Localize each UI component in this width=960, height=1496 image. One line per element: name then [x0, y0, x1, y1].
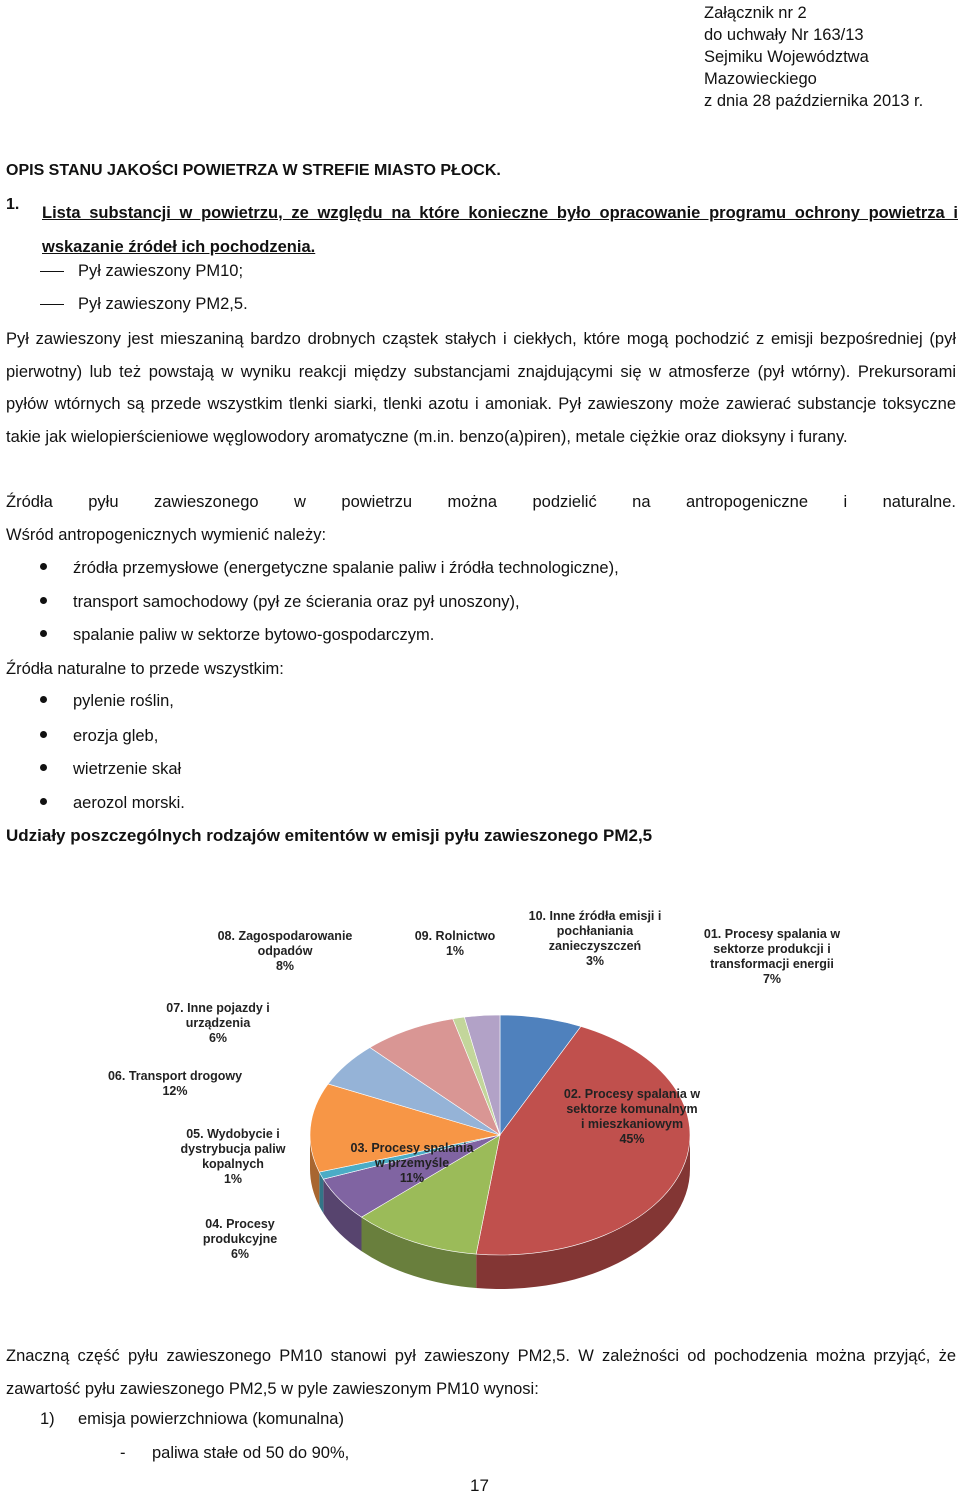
- paragraph-sources: Źródła pyłu zawieszonego w powietrzu można podzielić na antropogeniczne i naturalne.: [6, 493, 956, 511]
- attachment-line: Załącznik nr 2: [704, 4, 807, 22]
- pie-label-line: i mieszkaniowym: [580, 1117, 684, 1131]
- pie-label-line: 08. Zagospodarowanie: [217, 929, 353, 943]
- bullet-item: [40, 794, 185, 813]
- pie-label-line: 1%: [223, 1172, 243, 1186]
- bullet-dot: [40, 630, 47, 637]
- pie-label-line: 1%: [445, 944, 465, 958]
- pie-label-7: [166, 1001, 270, 1045]
- document-heading: OPIS STANU JAKOŚCI POWIETRZA W STREFIE MIASTO PŁOCK.: [6, 162, 501, 179]
- pie-label-line: produkcyjne: [202, 1232, 278, 1246]
- bullet-item: [40, 626, 434, 645]
- pie-chart-svg: [0, 880, 960, 1300]
- pie-label-line: 06. Transport drogowy: [107, 1069, 243, 1083]
- pie-label-line: 04. Procesy: [205, 1217, 275, 1231]
- pie-label-line: 05. Wydobycie i: [186, 1127, 280, 1141]
- dash-list-item: [40, 295, 248, 314]
- pie-label-line: 3%: [585, 954, 605, 968]
- bullet-dot: [40, 798, 47, 805]
- pie-label-5: [181, 1127, 286, 1186]
- pie-label-line: pochłaniania: [556, 924, 634, 938]
- dash-list-item: [40, 262, 243, 281]
- pie-label-line: sektorze komunalnym: [566, 1102, 698, 1116]
- bullet-text: wietrzenie skał: [73, 760, 182, 778]
- bullet-item: [40, 593, 520, 612]
- sub-list-item: [120, 1444, 349, 1463]
- pie-label-line: zanieczyszczeń: [548, 939, 642, 953]
- pie-label-8: [218, 929, 353, 973]
- paragraph-pm10: Znaczną część pyłu zawieszonego PM10 stanowi pył zawieszony PM2,5. W zależności od pochodzenia można przyjąć, że zawartość pyłu zawieszonego PM2,5 w pyle zawieszonym PM10 wynosi:: [6, 1347, 956, 1398]
- bullet-text: aerozol morski.: [73, 794, 185, 812]
- bullet-text: erozja gleb,: [73, 727, 159, 745]
- paragraph-anthro-intro: Wśród antropogenicznych wymienić należy:: [6, 526, 327, 544]
- section-number: 1.: [6, 196, 20, 213]
- pie-label-line: w przemyśle: [374, 1156, 450, 1170]
- pie-label-line: 6%: [230, 1247, 250, 1261]
- pie-label-4: [203, 1217, 277, 1261]
- dash-marker: [40, 271, 64, 272]
- pie-label-9: [415, 929, 496, 958]
- pie-label-line: 45%: [619, 1132, 645, 1146]
- dash-item-text: Pył zawieszony PM2,5.: [78, 295, 248, 313]
- attachment-line: do uchwały Nr 163/13: [704, 26, 864, 44]
- pie-chart: [0, 880, 960, 1300]
- pie-label-line: 12%: [162, 1084, 188, 1098]
- numbered-item-marker: 1): [40, 1410, 55, 1428]
- bullet-text: spalanie paliw w sektorze bytowo-gospodarczym.: [73, 626, 435, 644]
- bullet-text: pylenie roślin,: [73, 692, 174, 710]
- pie-label-1: [704, 927, 840, 986]
- bullet-item: [40, 760, 181, 779]
- sub-item-text: paliwa stałe od 50 do 90%,: [152, 1444, 350, 1462]
- paragraph-natural-intro: Źródła naturalne to przede wszystkim:: [6, 660, 284, 678]
- bullet-item: [40, 727, 158, 746]
- page-number: 17: [470, 1476, 489, 1495]
- attachment-line: Sejmiku Województwa: [704, 48, 869, 66]
- pie-label-line: 01. Procesy spalania w: [703, 927, 841, 941]
- section-title: Lista substancji w powietrzu, ze względu na które konieczne było opracowanie programu ochrony powietrza i wskazanie źródeł ich pochodzenia.: [42, 204, 958, 256]
- attachment-line: Mazowieckiego: [704, 70, 817, 88]
- pie-label-line: dystrybucja paliw: [180, 1142, 286, 1156]
- pie-label-line: sektorze produkcji i: [713, 942, 831, 956]
- pie-label-line: 6%: [208, 1031, 228, 1045]
- chart-title: Udziały poszczególnych rodzajów emitentów w emisji pyłu zawieszonego PM2,5: [6, 826, 653, 845]
- dash-marker: [40, 304, 64, 305]
- bullet-text: źródła przemysłowe (energetyczne spalanie paliw i źródła technologiczne),: [73, 559, 619, 577]
- bullet-dot: [40, 563, 47, 570]
- numbered-item-text: emisja powierzchniowa (komunalna): [78, 1410, 344, 1428]
- pie-label-line: 8%: [275, 959, 295, 973]
- sub-item-dash: -: [120, 1444, 126, 1462]
- pie-label-line: urządzenia: [185, 1016, 251, 1030]
- pie-label-line: 7%: [762, 972, 782, 986]
- pie-label-line: 10. Inne źródła emisji i: [528, 909, 662, 923]
- bullet-dot: [40, 764, 47, 771]
- pie-label-line: 02. Procesy spalania w: [563, 1087, 701, 1101]
- pie-label-6: [108, 1069, 242, 1098]
- numbered-item: [40, 1410, 344, 1429]
- bullet-dot: [40, 597, 47, 604]
- bullet-item: [40, 559, 619, 578]
- pie-label-10: [529, 909, 662, 968]
- bullet-dot: [40, 731, 47, 738]
- pie-label-line: 11%: [399, 1171, 425, 1185]
- attachment-line: z dnia 28 października 2013 r.: [704, 92, 924, 110]
- bullet-dot: [40, 696, 47, 703]
- pie-label-line: 03. Procesy spalania: [350, 1141, 474, 1155]
- pie-label-line: 07. Inne pojazdy i: [166, 1001, 270, 1015]
- pie-label-line: odpadów: [257, 944, 313, 958]
- pie-label-line: kopalnych: [202, 1157, 264, 1171]
- bullet-item: [40, 692, 174, 711]
- pie-label-line: 09. Rolnictwo: [414, 929, 496, 943]
- attachment-header: [704, 2, 923, 112]
- dash-item-text: Pył zawieszony PM10;: [78, 262, 244, 280]
- bullet-text: transport samochodowy (pył ze ścierania oraz pył unoszony),: [73, 593, 520, 611]
- paragraph-intro: Pył zawieszony jest mieszaniną bardzo drobnych cząstek stałych i ciekłych, które mogą pochodzić z emisji bezpośredniej (pył pierwotny) lub też powstają w wyniku reakcji między substancjami znajdującymi się w atmosferze (pył wtórny). Prekursorami pyłów wtórnych są przede wszystkim tlenki siarki, tlenki azotu i amoniak. Pył zawieszony może zawierać substancje toksyczne takie jak wielopierścieniowe węglowodory aromatyczne (m.in. benzo(a)piren), metale ciężkie oraz dioksyny i furany.: [6, 330, 956, 446]
- pie-label-line: transformacji energii: [710, 957, 834, 971]
